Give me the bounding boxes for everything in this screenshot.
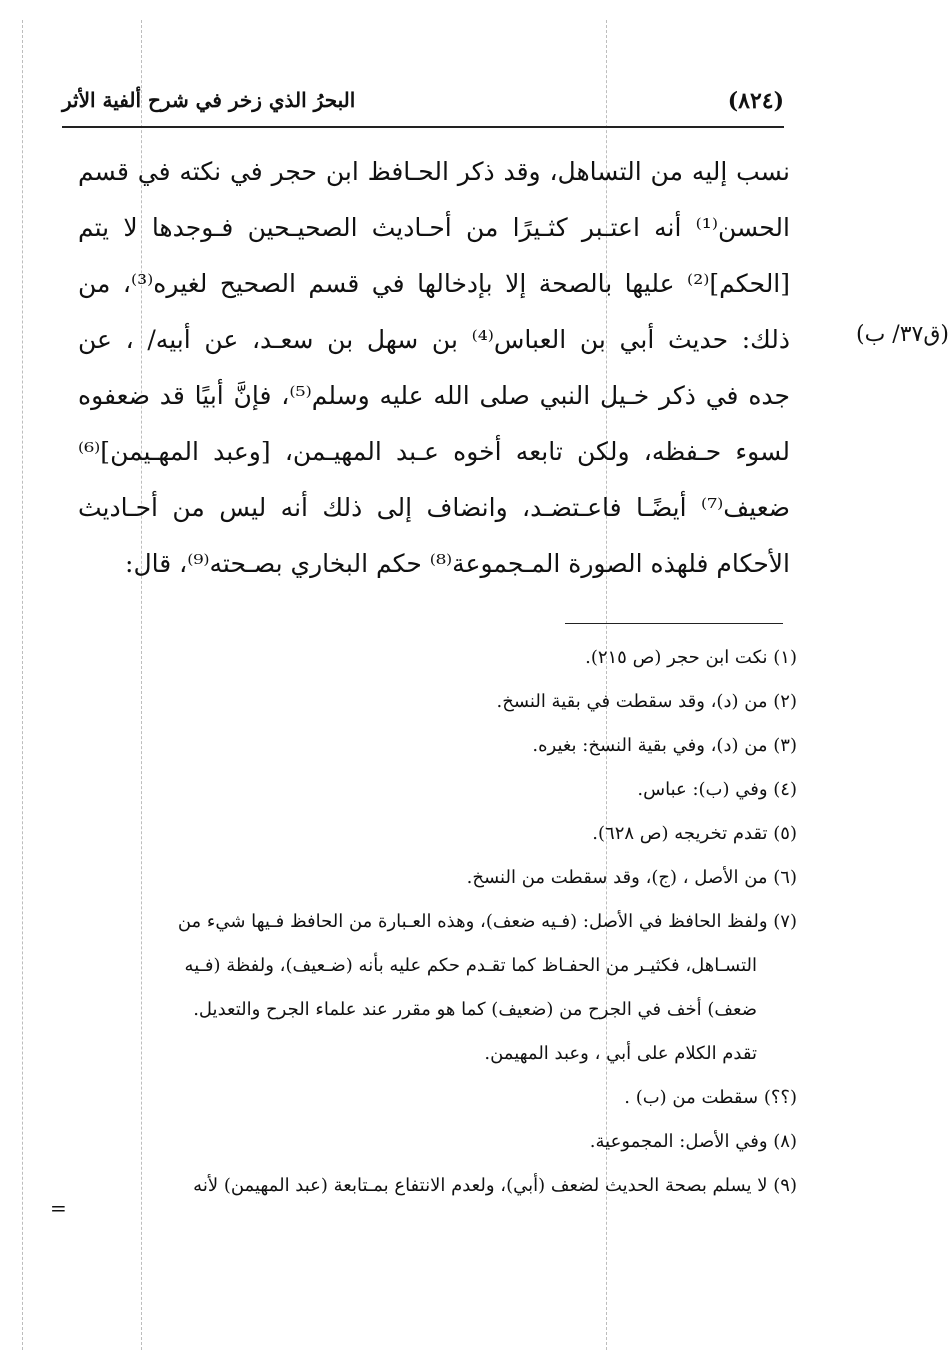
- manuscript-folio-note: (ق٣٧/ ب): [856, 322, 949, 347]
- text-line: لسوء حـفظه، ولكن تابعه أخوه عـبد المهيـمن، [وعبد المهـيمن]⁽⁶⁾: [78, 437, 790, 466]
- footnote-separator: [565, 623, 783, 624]
- footnote: (٥) تقدم تخريجه (ص ٦٢٨).: [592, 823, 797, 844]
- footnote-continuation: تقدم الكلام على أبي ، وعبد المهيمن.: [484, 1043, 757, 1064]
- text-line: ضعيف⁽⁷⁾ أيضًـا فاعـتضـد، وانضاف إلى ذلك أنه ليس من أحـاديث: [78, 493, 790, 522]
- footnote: (٧) ولفظ الحافظ في الأصل: (فـيه ضعف)، وهذه العـبارة من الحافظ فـيها شيء من: [177, 911, 797, 932]
- footnote: (٩) لا يسلم بصحة الحديث لضعف (أبي)، ولعدم الانتفاع بمـتابعة (عبد المهيمن) لأنه: [193, 1175, 797, 1196]
- footnote: (٦) من الأصل ، (ج)، وقد سقطت من النسخ.: [466, 867, 797, 888]
- footnote: (٤) وفي (ب): عباس.: [637, 779, 797, 800]
- footnotes: [82, 642, 797, 1214]
- text-line: الأحكام فلهذه الصورة المـجموعة⁽⁸⁾ حكم البخاري بصـحته⁽⁹⁾، قال:: [125, 549, 790, 578]
- text-line: الحسن⁽¹⁾ أنه اعتـبر كثـيرًا من أحـاديث الصحيـحين فـوجدها لا يتم: [78, 213, 790, 242]
- page-header: [62, 86, 784, 128]
- running-title: البحرُ الذي زخر في شرح ألفية الأثر: [62, 88, 356, 112]
- footnote: (٣) من (د)، وفي بقية النسخ: بغيره.: [532, 735, 797, 756]
- page-number: (٨٢٤): [727, 88, 784, 114]
- footnote-continuation: ضعف) أخف في الجرح من (ضعيف) كما هو مقرر عند علماء الجرح والتعديل.: [193, 999, 757, 1020]
- footnote: (٨) وفي الأصل: المجموعية.: [589, 1131, 797, 1152]
- footnote: (١) نكت ابن حجر (ص ٢١٥).: [585, 647, 797, 668]
- main-text: [78, 150, 790, 598]
- footnote: (؟؟) سقطت من (ب) .: [624, 1087, 797, 1108]
- scan-guide-line: [22, 20, 23, 1350]
- text-line: [الحكم]⁽²⁾ عليها بالصحة إلا بإدخالها في قسم الصحيح لغيره⁽³⁾، من: [78, 269, 791, 298]
- footnote-continuation: التسـاهل، فكثيـر من الحفـاظ كما تقـدم حكم عليه بأنه (ضـعيف)، ولفظة (فـيه: [184, 955, 757, 976]
- text-line: جده في ذكر خـيل النبي صلى الله عليه وسلم⁽⁵⁾، فإنَّ أبيًا قد ضعفوه: [78, 381, 790, 410]
- continuation-mark: =: [50, 1196, 67, 1220]
- text-line: ذلك: حديث أبي بن العباس⁽⁴⁾ بن سهل بن سعـد، عن أبيه/ ، عن: [78, 325, 790, 354]
- footnote: (٢) من (د)، وقد سقطت في بقية النسخ.: [496, 691, 797, 712]
- text-line: نسب إليه من التساهل، وقد ذكر الحـافظ ابن حجر في نكته في قسم: [78, 157, 790, 186]
